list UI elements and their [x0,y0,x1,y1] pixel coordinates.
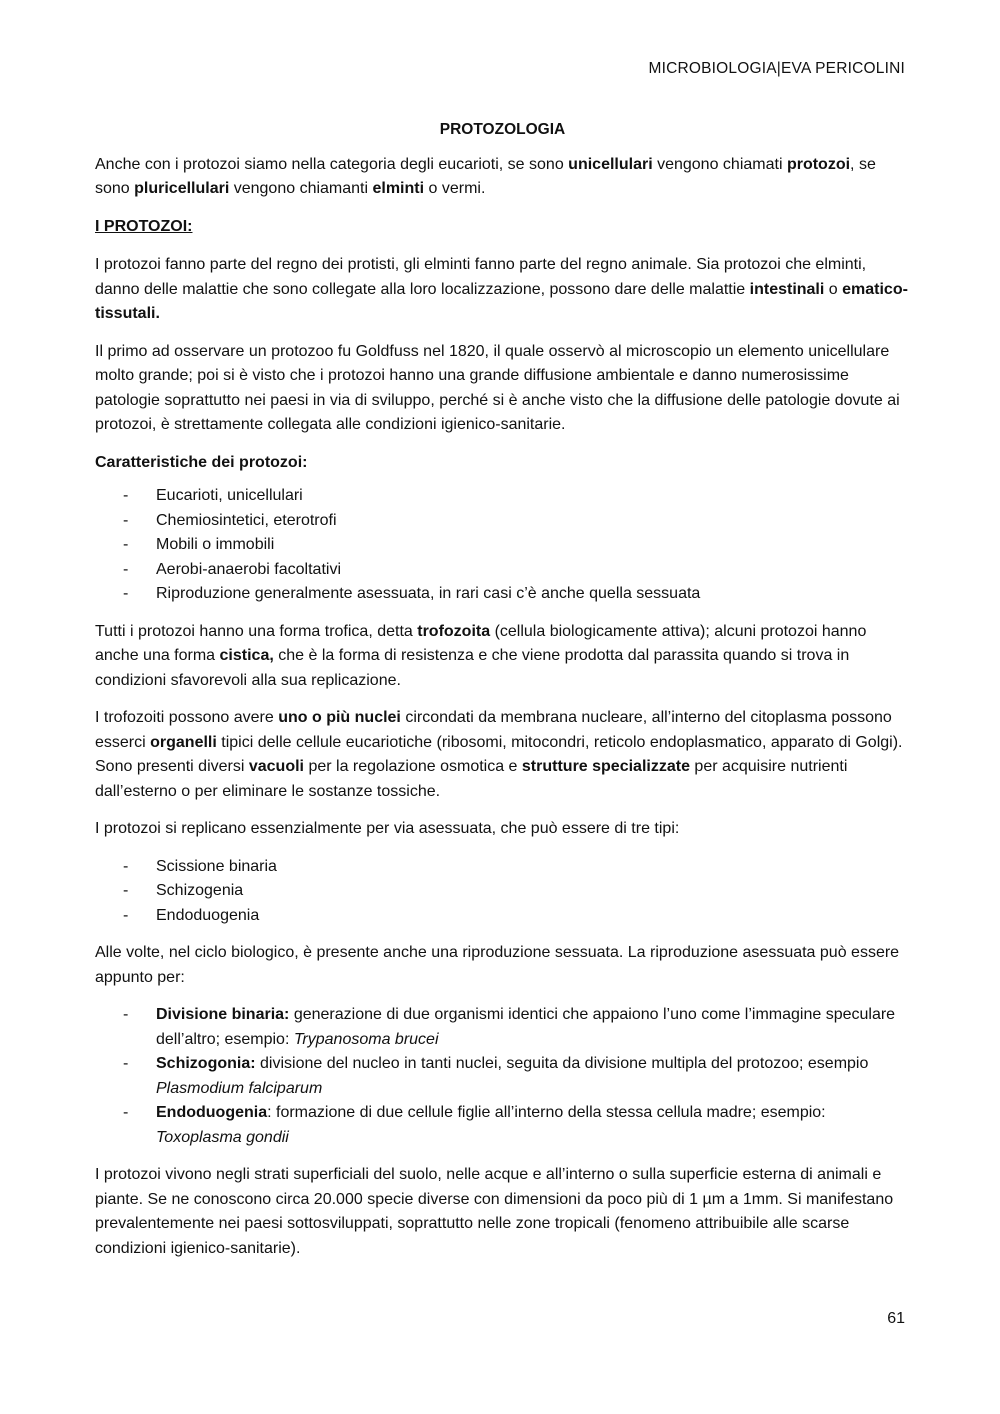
list-item [95,1003,910,1052]
list-item [95,484,910,509]
page-content [95,118,910,1274]
paragraph-sexual-reproduction: Alle volte, nel ciclo biologico, è presente anche una riproduzione sessuata. La riproduzione asessuata può essere appunto per: [95,944,900,986]
list-item [95,855,910,880]
list-item-text: Mobili o immobili [156,536,275,553]
list-item [95,879,910,904]
list-item-example: Trypanosoma brucei [293,1030,439,1048]
dash-bullet: - [123,1006,129,1023]
intro-text-2: vengono chiamati [652,155,787,173]
list-item [95,533,910,558]
paragraph-replication-intro: I protozoi si replicano essenzialmente per via asessuata, che può essere di tre tipi: [95,820,680,837]
list-item-example: Plasmodium falciparum [156,1079,323,1097]
dash-bullet: - [123,487,129,504]
list-item [95,509,910,534]
list-item-text: Chemiosintetici, eterotrofi [156,511,337,529]
para4-text-1: I trofozoiti possono avere [95,709,279,726]
para3-bold-cistica: cistica, [219,647,274,664]
paragraph-goldfuss: Il primo ad osservare un protozoo fu Goldfuss nel 1820, il quale osservò al microscopio un elemento unicellulare molto grande; poi si è visto che i protozoi hanno una grande diffusione ambientale e danno numerosissime patologie soprattutto nei paesi in via di sviluppo, perché si è anche visto che la diffusione delle patologie dovute ai protozoi, è strettamente collegata alle condizioni igienico-sanitarie. [95,342,900,433]
dash-bullet: - [123,536,129,553]
list-item-term: Endoduogenia [156,1104,268,1121]
intro-paragraph [95,153,910,202]
paragraph-habitat: I protozoi vivono negli strati superficiali del suolo, nelle acque e all’interno o sulla superficie esterna di animali e piante. Se ne conoscono circa 20.000 specie diverse con dimensioni da poco più di 1 µm a 1mm. Si manifestano prevalentemente nei paesi sottosviluppati, soprattutto nelle zone tropicali (fenomeno attribuibile alle scarse condizioni igienico-sanitarie). [95,1166,894,1257]
list-item-text: Eucarioti, unicellulari [156,487,303,504]
running-header: MICROBIOLOGIA|EVA PERICOLINI [648,60,905,77]
replication-list [95,855,910,929]
dash-bullet: - [123,882,129,899]
page-title: PROTOZOLOGIA [439,121,566,138]
dash-bullet: - [123,857,129,875]
para1-text-1: I protozoi fanno parte del regno dei protisti, gli elminti fanno parte del regno animale. Sia protozoi che elminti, danno delle malattie che sono collegate alla loro localizzazione, possono dare delle malattie [95,256,867,298]
reproduction-types-list [95,1003,910,1150]
list-item-term: Divisione binaria: [156,1006,290,1023]
intro-bold-protozoi: protozoi [786,155,851,173]
section-heading-protozoi: I PROTOZOI: [95,217,193,235]
para4-text-5: per acquisire nutrienti dall’esterno o per eliminare le sostanze tossiche. [95,758,848,800]
para1-bold-intestinali: intestinali [749,280,825,298]
list-item-text: Endoduogenia [156,906,260,924]
list-item [95,582,910,607]
list-item-text: : formazione di due cellule figlie all’interno della stessa cellula madre; esempio: [267,1104,826,1121]
list-item-text: Schizogenia [156,882,244,899]
intro-bold-unicellulari: unicellulari [568,155,653,173]
list-item-text: divisione del nucleo in tanti nuclei, seguita da divisione multipla del protozoo; esempio [255,1055,869,1072]
para3-text-2: (cellula biologicamente attiva); alcuni protozoi hanno anche una forma [95,622,867,664]
intro-bold-pluricellulari: pluricellulari [134,180,230,197]
dash-bullet: - [123,585,129,602]
paragraph-trofozoita [95,620,910,694]
para1-bold-ematico: ematico-tissutali. [95,280,908,322]
list-item [95,1101,910,1150]
para4-bold-vacuoli: vacuoli [248,758,304,775]
list-item-example: Toxoplasma gondii [156,1128,289,1146]
intro-text-5: o vermi. [424,180,486,197]
list-item-term: Schizogonia: [156,1055,256,1072]
dash-bullet: - [123,1055,129,1072]
dash-bullet: - [123,560,129,578]
para3-text-1: Tutti i protozoi hanno una forma trofica, detta [95,622,418,640]
para1-text-2: o [824,280,843,298]
list-item [95,1052,910,1101]
para3-text-3: che è la forma di resistenza e che viene prodotta dal parassita quando si trova in condizioni sfavorevoli alla sua replicazione. [95,647,850,689]
para4-bold-nuclei: uno o più nuclei [278,709,401,726]
characteristics-heading: Caratteristiche dei protozoi: [95,453,308,471]
intro-bold-elminti: elminti [372,180,425,197]
list-item [95,904,910,929]
list-item-text: Scissione binaria [156,857,277,875]
list-item-text: generazione di due organismi identici che appaiono l’uno come l’immagine speculare dell’altro; esempio: [156,1006,896,1048]
para4-bold-organelli: organelli [150,733,217,751]
intro-text-1: Anche con i protozoi siamo nella categoria degli eucarioti, se sono [95,155,569,173]
list-item-text: Riproduzione generalmente asessuata, in rari casi c’è anche quella sessuata [156,585,701,602]
para4-text-4: per la regolazione osmotica e [304,758,522,775]
dash-bullet: - [123,511,129,529]
paragraph-trofozoiti-structure [95,706,910,804]
para4-text-2: circondati da membrana nucleare, all’interno del citoplasma possono esserci [95,709,892,751]
para3-bold-trofozoita: trofozoita [417,622,491,640]
intro-text-4: vengono chiamanti [229,180,373,197]
dash-bullet: - [123,1104,129,1121]
list-item [95,558,910,583]
dash-bullet: - [123,906,129,924]
list-item-text: Aerobi-anaerobi facoltativi [156,560,341,578]
para4-text-3: tipici delle cellule eucariotiche (ribosomi, mitocondri, reticolo endoplasmatico, apparato di Golgi). Sono presenti diversi [95,733,903,775]
paragraph-regno [95,253,910,327]
intro-text-3: , se sono [95,155,876,197]
para4-bold-strutture: strutture specializzate [521,758,690,775]
page-number: 61 [887,1310,905,1327]
characteristics-list [95,484,910,607]
